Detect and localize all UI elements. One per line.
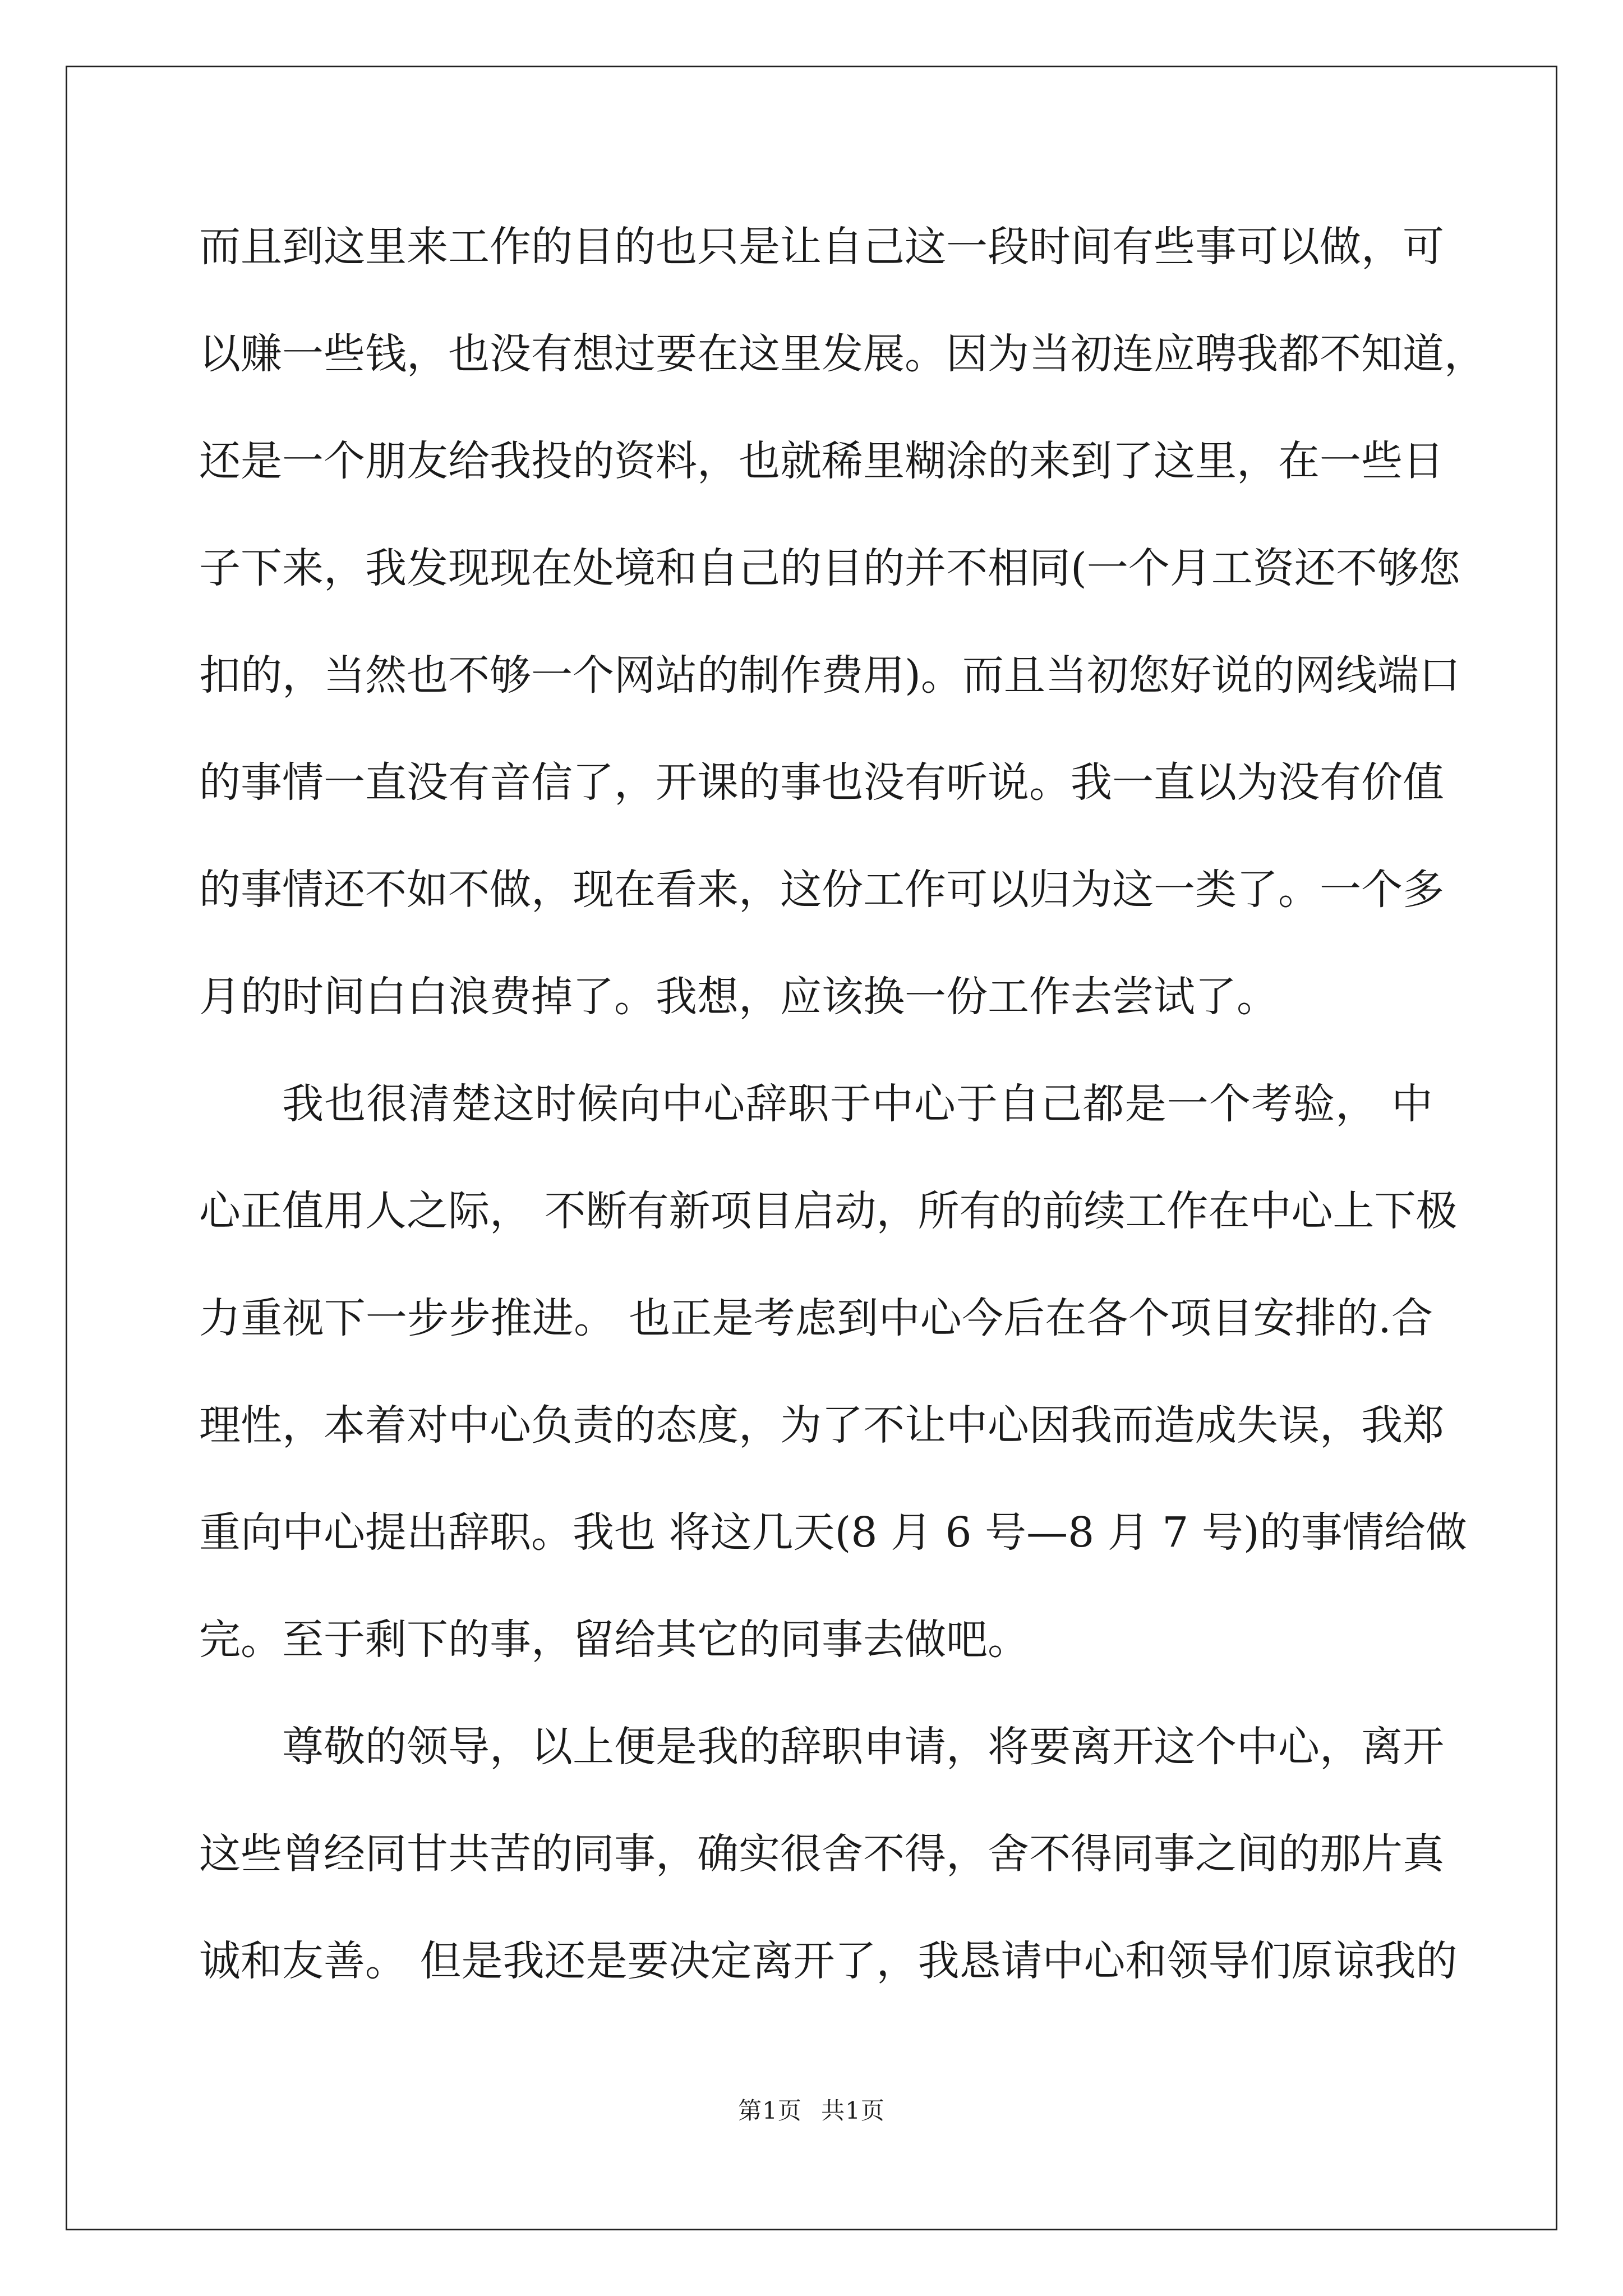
- text-line: 力重视下一步步推进。 也正是考虑到中心今后在各个项目安排的.合: [199, 1294, 1433, 1342]
- text-line: 而且到这里来工作的目的也只是让自己这一段时间有些事可以做，可: [199, 223, 1444, 271]
- page-border: [66, 66, 1557, 2230]
- text-line: 这些曾经同甘共苦的同事，确实很舍不得，舍不得同事之间的那片真: [199, 1830, 1444, 1878]
- text-line: 月的时间白白浪费掉了。我想，应该换一份工作去尝试了。: [199, 973, 1278, 1021]
- text-line: 尊敬的领导，以上便是我的辞职申请，将要离开这个中心，离开: [282, 1723, 1444, 1771]
- text-line: 以赚一些钱，也没有想过要在这里发展。因为当初连应聘我都不知道，: [199, 330, 1486, 378]
- page-number: 第1页 共1页: [738, 2097, 885, 2124]
- text-line: 子下来，我发现现在处境和自己的目的并不相同(一个月工资还不够您: [199, 544, 1460, 592]
- text-line: 理性，本着对中心负责的态度，为了不让中心因我而造成失误，我郑: [199, 1401, 1444, 1450]
- text-line: 完。至于剩下的事，留给其它的同事去做吧。: [199, 1616, 1029, 1664]
- text-line: 扣的，当然也不够一个网站的制作费用)。而且当初您好说的网线端口: [199, 651, 1460, 700]
- text-line: 还是一个朋友给我投的资料，也就稀里糊涂的来到了这里，在一些日: [199, 437, 1444, 485]
- text-line: 的事情还不如不做，现在看来，这份工作可以归为这一类了。一个多: [199, 866, 1444, 914]
- text-line: 重向中心提出辞职。我也 将这几天(8 月 6 号—8 月 7 号)的事情给做: [199, 1508, 1467, 1557]
- text-line: 的事情一直没有音信了，开课的事也没有听说。我一直以为没有价值: [199, 758, 1444, 807]
- text-line: 我也很清楚这时候向中心辞职于中心于自己都是一个考验， 中: [282, 1080, 1433, 1128]
- text-line: 诚和友善。 但是我还是要决定离开了，我恳请中心和领导们原谅我的: [199, 1937, 1458, 1985]
- text-line: 心正值用人之际， 不断有新项目启动，所有的前续工作在中心上下极: [199, 1187, 1458, 1235]
